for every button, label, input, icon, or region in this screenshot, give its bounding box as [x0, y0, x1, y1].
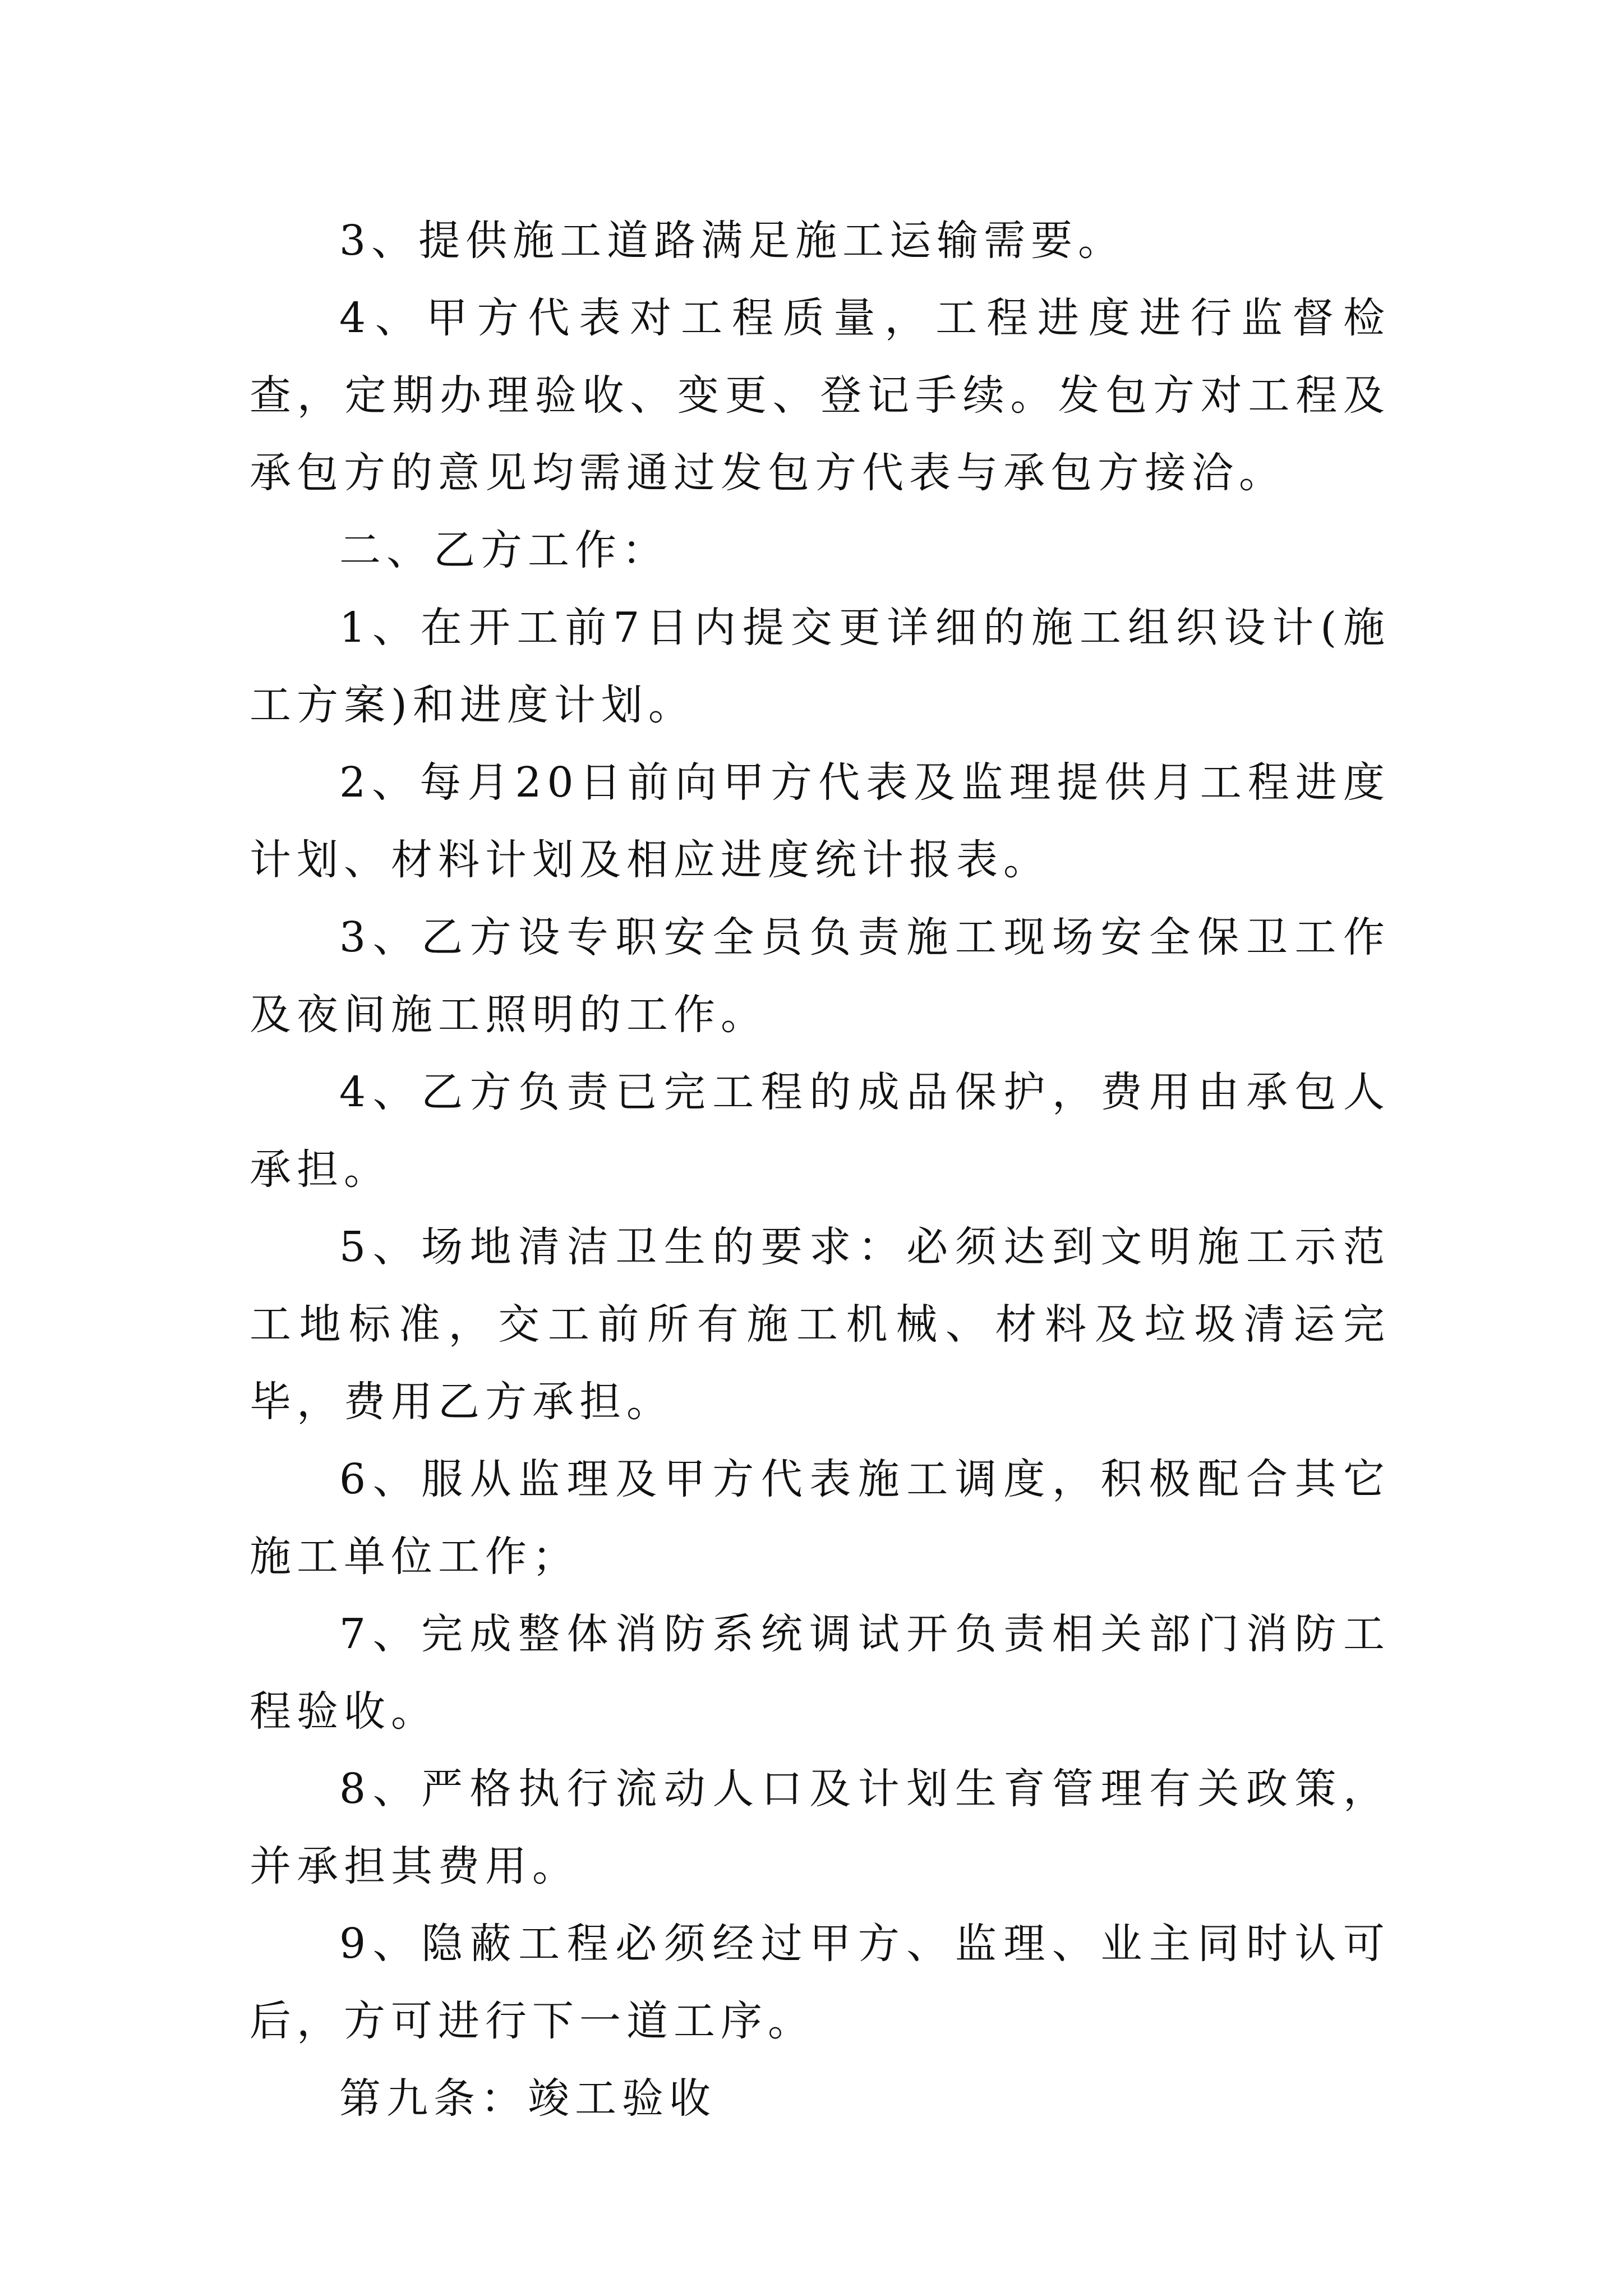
paragraph-monthly-report: 2、每月20日前向甲方代表及监理提供月工程进度计划、材料计划及相应进度统计报表。	[250, 758, 1390, 884]
paragraph-fire-system: 7、完成整体消防系统调试开负责相关部门消防工程验收。	[250, 1610, 1390, 1736]
section-heading-party-b-work: 二、乙方工作：	[339, 526, 669, 574]
paragraph-site-cleaning: 5、场地清洁卫生的要求：必须达到文明施工示范工地标准，交工前所有施工机械、材料及垃圾清运完毕，费用乙方承担。	[250, 1223, 1390, 1426]
paragraph-construction-plan: 1、在开工前7日内提交更详细的施工组织设计(施工方案)和进度计划。	[250, 604, 1390, 729]
paragraph-product-protection: 4、乙方负责已完工程的成品保护，费用由承包人承担。	[250, 1068, 1390, 1194]
paragraph-party-a-supervision: 4、甲方代表对工程质量，工程进度进行监督检查，定期办理验收、变更、登记手续。发包方对工程及承包方的意见均需通过发包方代表与承包方接洽。	[250, 294, 1390, 497]
paragraph-concealed-works: 9、隐蔽工程必须经过甲方、监理、业主同时认可后，方可进行下一道工序。	[250, 1920, 1390, 2045]
paragraph-supply-road: 3、提供施工道路满足施工运输需要。	[339, 217, 1126, 265]
document-body	[250, 202, 1390, 2137]
paragraph-obey-scheduling: 6、服从监理及甲方代表施工调度，积极配合其它施工单位工作；	[250, 1455, 1390, 1581]
article-heading-completion-acceptance: 第九条：竣工验收	[339, 2074, 716, 2123]
paragraph-population-policy: 8、严格执行流动人口及计划生育管理有关政策，并承担其费用。	[250, 1765, 1390, 1890]
paragraph-safety-officer: 3、乙方设专职安全员负责施工现场安全保卫工作及夜间施工照明的工作。	[250, 913, 1390, 1039]
